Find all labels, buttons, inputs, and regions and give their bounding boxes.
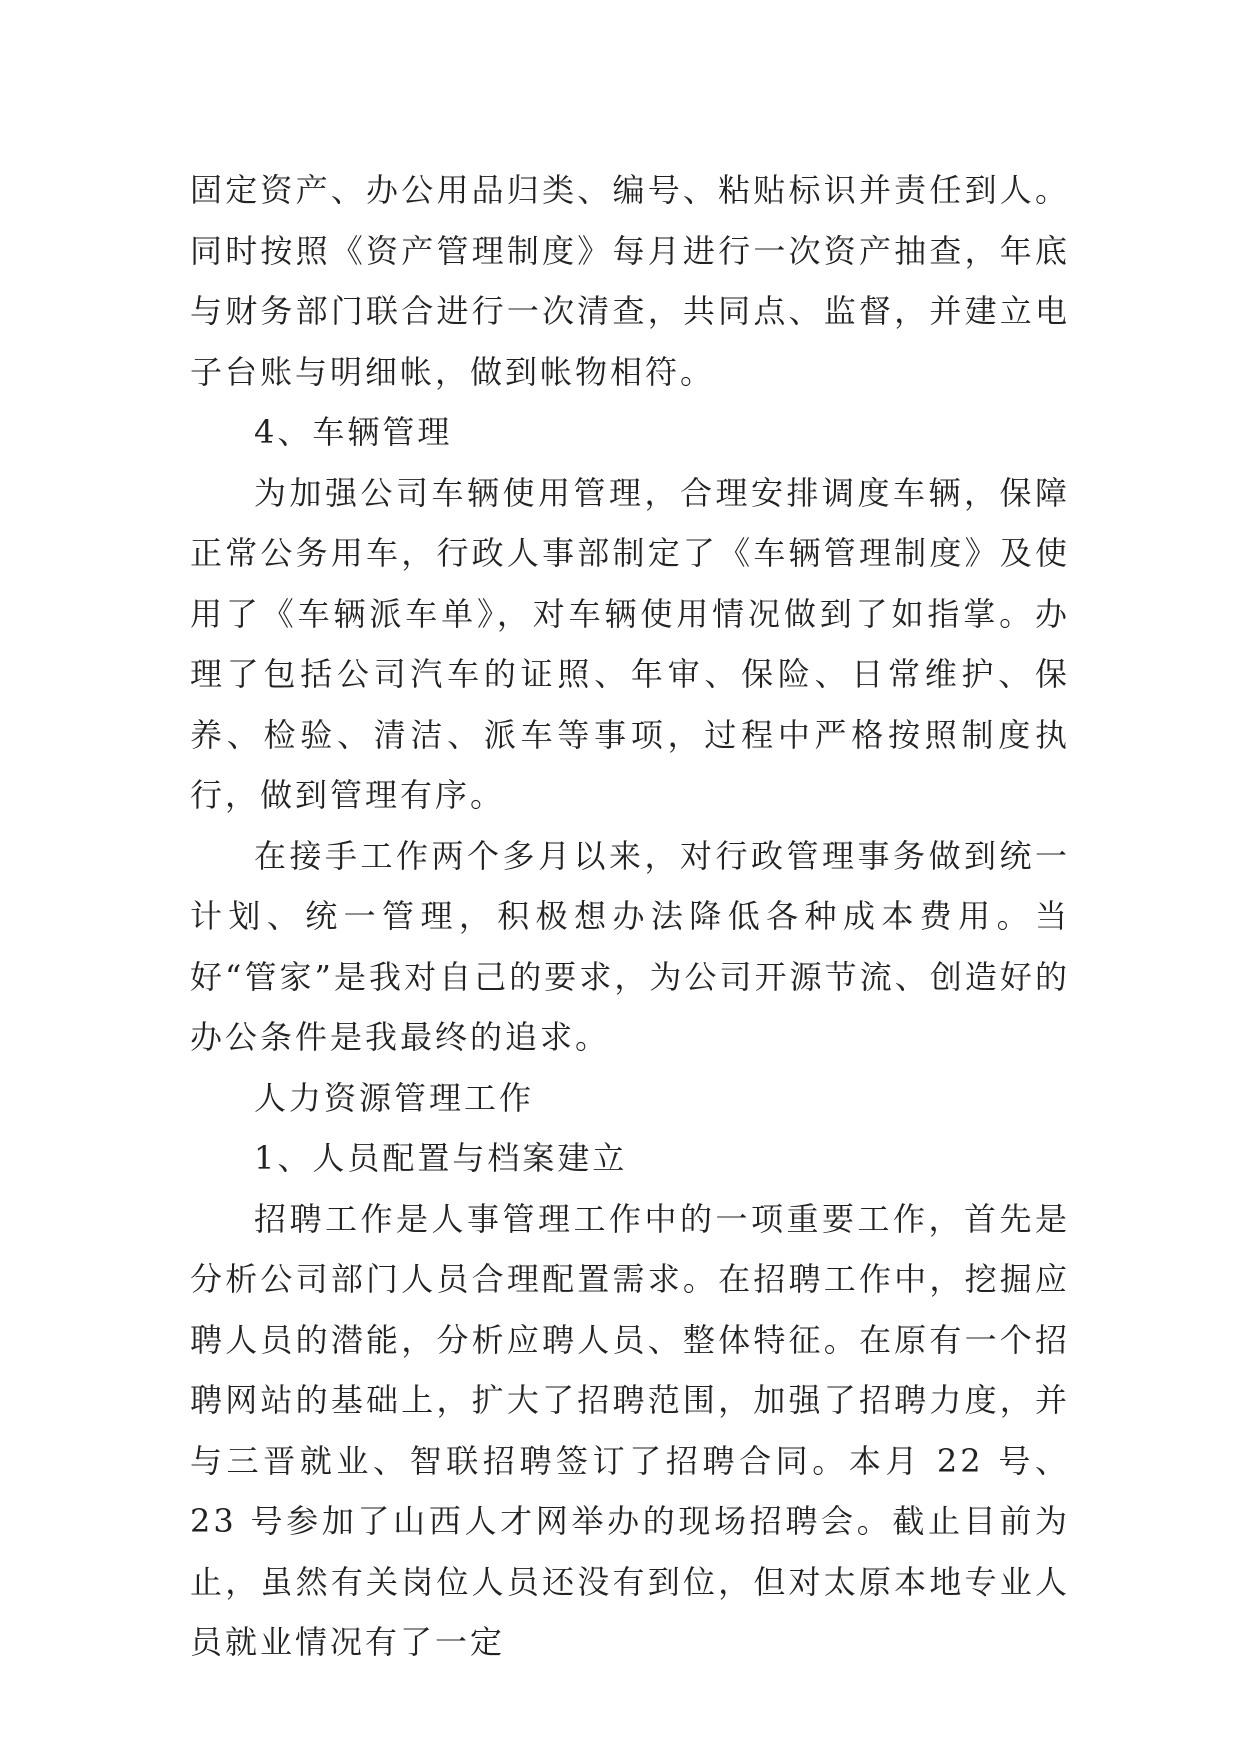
heading-vehicle-management: 4、车辆管理 [254, 413, 453, 451]
heading-hr-management: 人力资源管理工作 [254, 1078, 535, 1117]
paragraph-recruitment: 招聘工作是人事管理工作中的一项重要工作，首先是分析公司部门人员合理配置需求。在招聘工作中，挖掘应聘人员的潜能，分析应聘人员、整体特征。在原有一个招聘网站的基础上，扩大了招聘范围，加强了招聘力度，并与三晋就业、智联招聘签订了招聘合同。本月 22 号、23 号参加了山西人才网举办的现场招聘会。截止目前为止，虽然有关岗位人员还没有到位，但对太原本地专业人员就业情况有了一定 [190, 1199, 1070, 1661]
document-body [190, 160, 1070, 1673]
paragraph-vehicle-management: 为加强公司车辆使用管理，合理安排调度车辆，保障正常公务用车，行政人事部制定了《车辆管理制度》及使用了《车辆派车单》，对车辆使用情况做到了如指掌。办理了包括公司汽车的证照、年审、保险、日常维护、保养、检验、清洁、派车等事项，过程中严格按照制度执行，做到管理有序。 [190, 473, 1070, 814]
paragraph-admin-summary: 在接手工作两个多月以来，对行政管理事务做到统一计划、统一管理，积极想办法降低各种成本费用。当好“管家”是我对自己的要求，为公司开源节流、创造好的办公条件是我最终的追求。 [190, 836, 1070, 1056]
paragraph-fixed-assets: 固定资产、办公用品归类、编号、粘贴标识并责任到人。同时按照《资产管理制度》每月进行一次资产抽查，年底与财务部门联合进行一次清查，共同点、监督，并建立电子台账与明细帐，做到帐物相符。 [190, 171, 1070, 391]
heading-staffing-archives: 1、人员配置与档案建立 [254, 1139, 628, 1177]
